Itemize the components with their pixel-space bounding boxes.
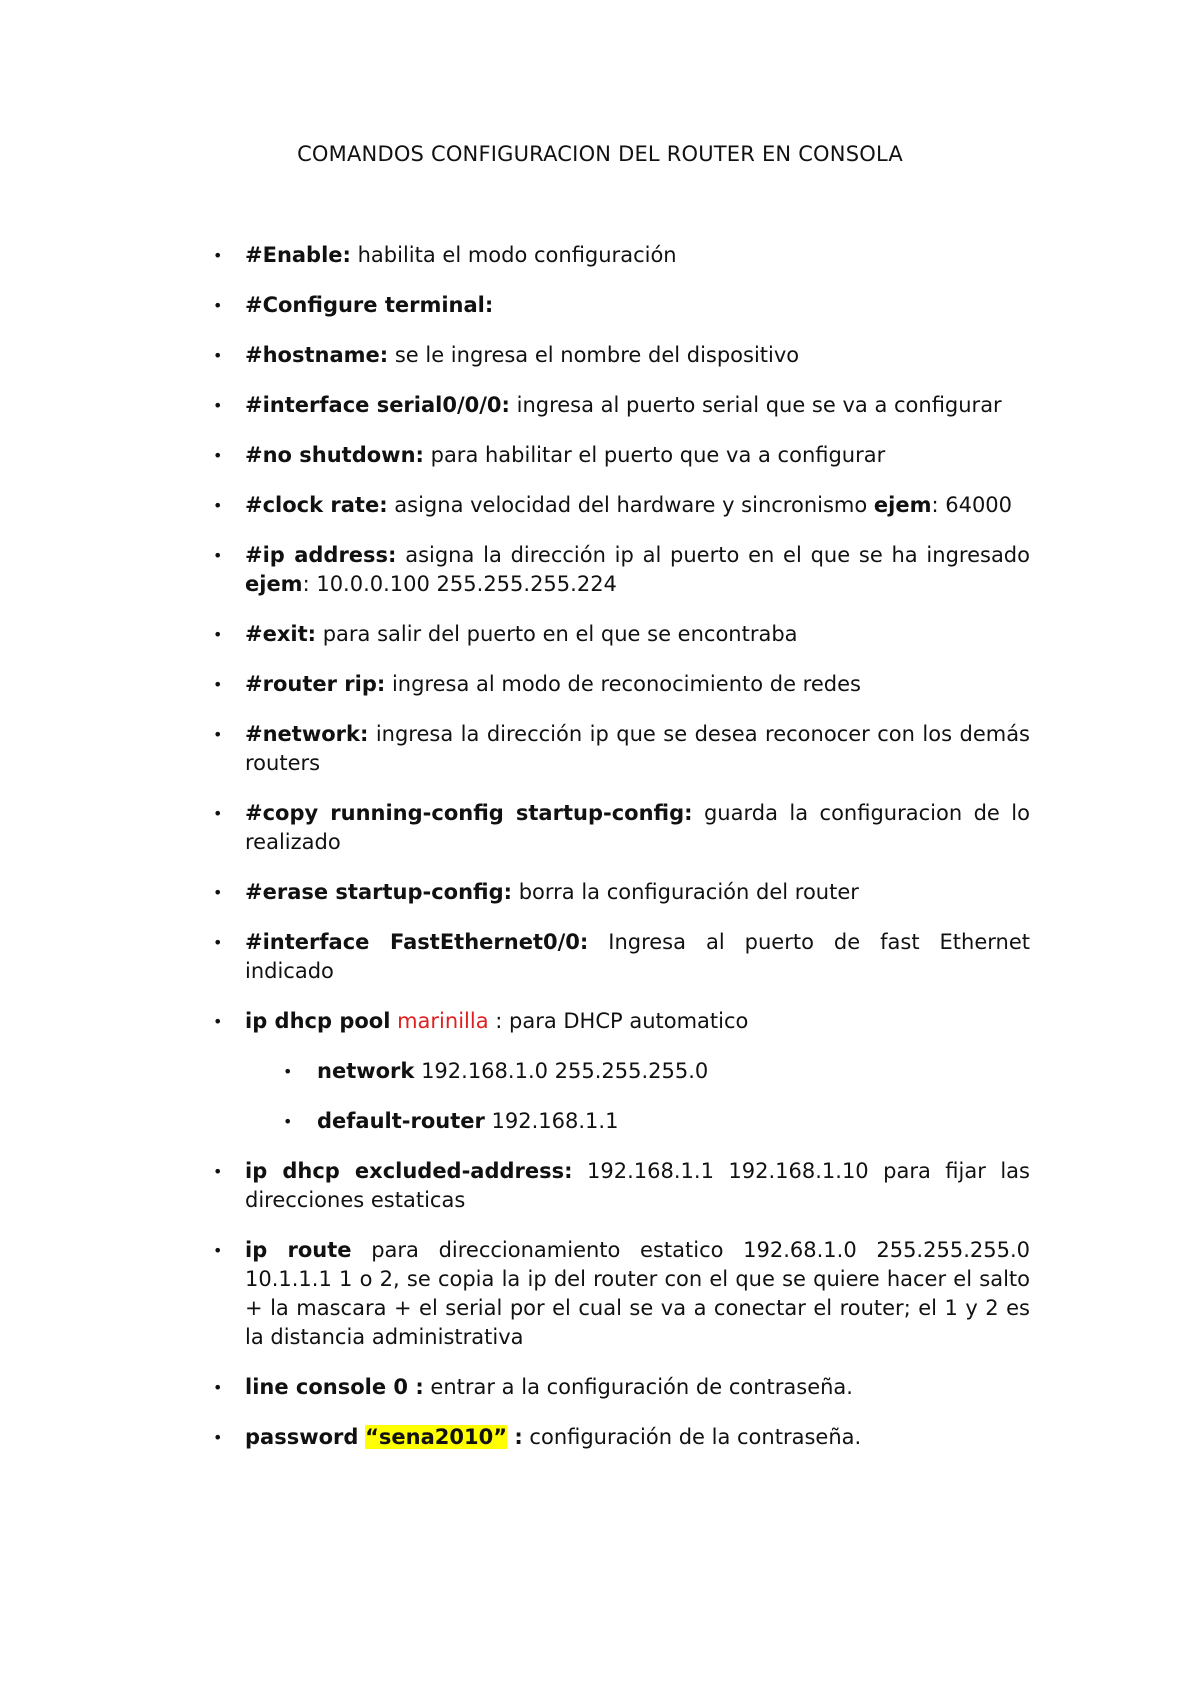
example-label: ejem bbox=[873, 493, 932, 517]
bullet: • bbox=[283, 1062, 293, 1081]
command: #Configure terminal: bbox=[245, 293, 494, 317]
description: 192.168.1.1 192.168.1.10 para fijar las direcciones estaticas bbox=[245, 1159, 1030, 1212]
description: guarda la configuracion de lo realizado bbox=[245, 801, 1030, 854]
bullet: • bbox=[213, 625, 223, 644]
command: default-router bbox=[317, 1109, 485, 1133]
command: #network: bbox=[245, 722, 369, 746]
list-item-password bbox=[0, 1423, 1030, 1452]
bullet: • bbox=[213, 296, 223, 315]
description: 192.168.1.1 bbox=[484, 1109, 619, 1133]
command: ip dhcp pool bbox=[245, 1009, 391, 1033]
bullet: • bbox=[213, 883, 223, 902]
list-item-exit bbox=[0, 620, 1030, 649]
command-list bbox=[0, 241, 1200, 1473]
list-item-network bbox=[0, 720, 1030, 778]
description: asigna velocidad del hardware y sincronismo bbox=[387, 493, 874, 517]
description: ingresa al modo de reconocimiento de redes bbox=[385, 672, 861, 696]
list-item-router-rip bbox=[0, 670, 1030, 699]
description: habilita el modo configuración bbox=[350, 243, 677, 267]
bullet: • bbox=[213, 725, 223, 744]
example-value: : 64000 bbox=[931, 493, 1013, 517]
command: #copy running-config startup-config: bbox=[245, 801, 693, 825]
list-item-hostname bbox=[0, 341, 1030, 370]
description: Ingresa al puerto de fast Ethernet indicado bbox=[245, 930, 1030, 983]
bullet: • bbox=[213, 496, 223, 515]
command: #exit: bbox=[245, 622, 317, 646]
command: #router rip: bbox=[245, 672, 386, 696]
command: #ip address: bbox=[245, 543, 397, 567]
bullet: • bbox=[213, 346, 223, 365]
list-item-enable bbox=[0, 241, 1030, 270]
command: #interface serial0/0/0: bbox=[245, 393, 510, 417]
list-item-line-console bbox=[0, 1373, 1030, 1402]
bullet: • bbox=[213, 246, 223, 265]
description: : para DHCP automatico bbox=[488, 1009, 749, 1033]
description: ingresa la dirección ip que se desea reconocer con los demás routers bbox=[245, 722, 1030, 775]
bullet: • bbox=[213, 1162, 223, 1181]
bullet: • bbox=[213, 1428, 223, 1447]
example-value: : 10.0.0.100 255.255.255.224 bbox=[302, 572, 617, 596]
bullet: • bbox=[213, 1378, 223, 1397]
bullet: • bbox=[213, 804, 223, 823]
list-item-clock-rate bbox=[0, 491, 1030, 520]
command: #interface FastEthernet0/0: bbox=[245, 930, 589, 954]
bullet: • bbox=[213, 446, 223, 465]
list-item-ip-dhcp-pool bbox=[0, 1007, 1030, 1036]
bullet: • bbox=[213, 396, 223, 415]
list-item-default-router bbox=[0, 1107, 1030, 1136]
description: para habilitar el puerto que va a configurar bbox=[423, 443, 886, 467]
pool-name: marinilla bbox=[397, 1009, 489, 1033]
command: #no shutdown: bbox=[245, 443, 424, 467]
command: #Enable: bbox=[245, 243, 351, 267]
bullet: • bbox=[213, 546, 223, 565]
page-title: COMANDOS CONFIGURACION DEL ROUTER EN CONSOLA bbox=[297, 142, 903, 166]
bullet: • bbox=[213, 1012, 223, 1031]
command: ip route bbox=[245, 1238, 352, 1262]
list-item-copy-running-config bbox=[0, 799, 1030, 857]
command-suffix: : bbox=[507, 1425, 523, 1449]
description: asigna la dirección ip al puerto en el que se ha ingresado bbox=[396, 543, 1030, 567]
description: se le ingresa el nombre del dispositivo bbox=[388, 343, 800, 367]
list-item-erase-startup-config bbox=[0, 878, 1030, 907]
command: #hostname: bbox=[245, 343, 389, 367]
list-item-interface-fastethernet bbox=[0, 928, 1030, 986]
description: borra la configuración del router bbox=[512, 880, 859, 904]
list-item-interface-serial bbox=[0, 391, 1030, 420]
command: line console 0 : bbox=[245, 1375, 424, 1399]
description: 192.168.1.0 255.255.255.0 bbox=[414, 1059, 709, 1083]
password-value: “sena2010” bbox=[365, 1425, 508, 1449]
list-item-configure-terminal bbox=[0, 291, 1030, 320]
list-item-dhcp-excluded-address bbox=[0, 1157, 1030, 1215]
description: configuración de la contraseña. bbox=[522, 1425, 862, 1449]
description: para salir del puerto en el que se encontraba bbox=[316, 622, 798, 646]
bullet: • bbox=[213, 1241, 223, 1260]
command: #clock rate: bbox=[245, 493, 388, 517]
description: para direccionamiento estatico 192.68.1.0 255.255.255.0 10.1.1.1 1 o 2, se copia la ip del router con el que se quiere hacer el salto + la mascara + el serial por el cual se va a conectar el router; el 1 y 2 es la distancia administrativa bbox=[245, 1238, 1030, 1349]
bullet: • bbox=[213, 675, 223, 694]
command: password bbox=[245, 1425, 359, 1449]
bullet: • bbox=[213, 933, 223, 952]
command: network bbox=[317, 1059, 415, 1083]
description: ingresa al puerto serial que se va a configurar bbox=[509, 393, 1002, 417]
list-item-ip-route bbox=[0, 1236, 1030, 1352]
description: entrar a la configuración de contraseña. bbox=[423, 1375, 853, 1399]
command: #erase startup-config: bbox=[245, 880, 513, 904]
example-label: ejem bbox=[245, 572, 303, 596]
list-item-ip-address bbox=[0, 541, 1030, 599]
bullet: • bbox=[283, 1112, 293, 1131]
list-item-no-shutdown bbox=[0, 441, 1030, 470]
command: ip dhcp excluded-address: bbox=[245, 1159, 573, 1183]
list-item-dhcp-network bbox=[0, 1057, 1030, 1086]
